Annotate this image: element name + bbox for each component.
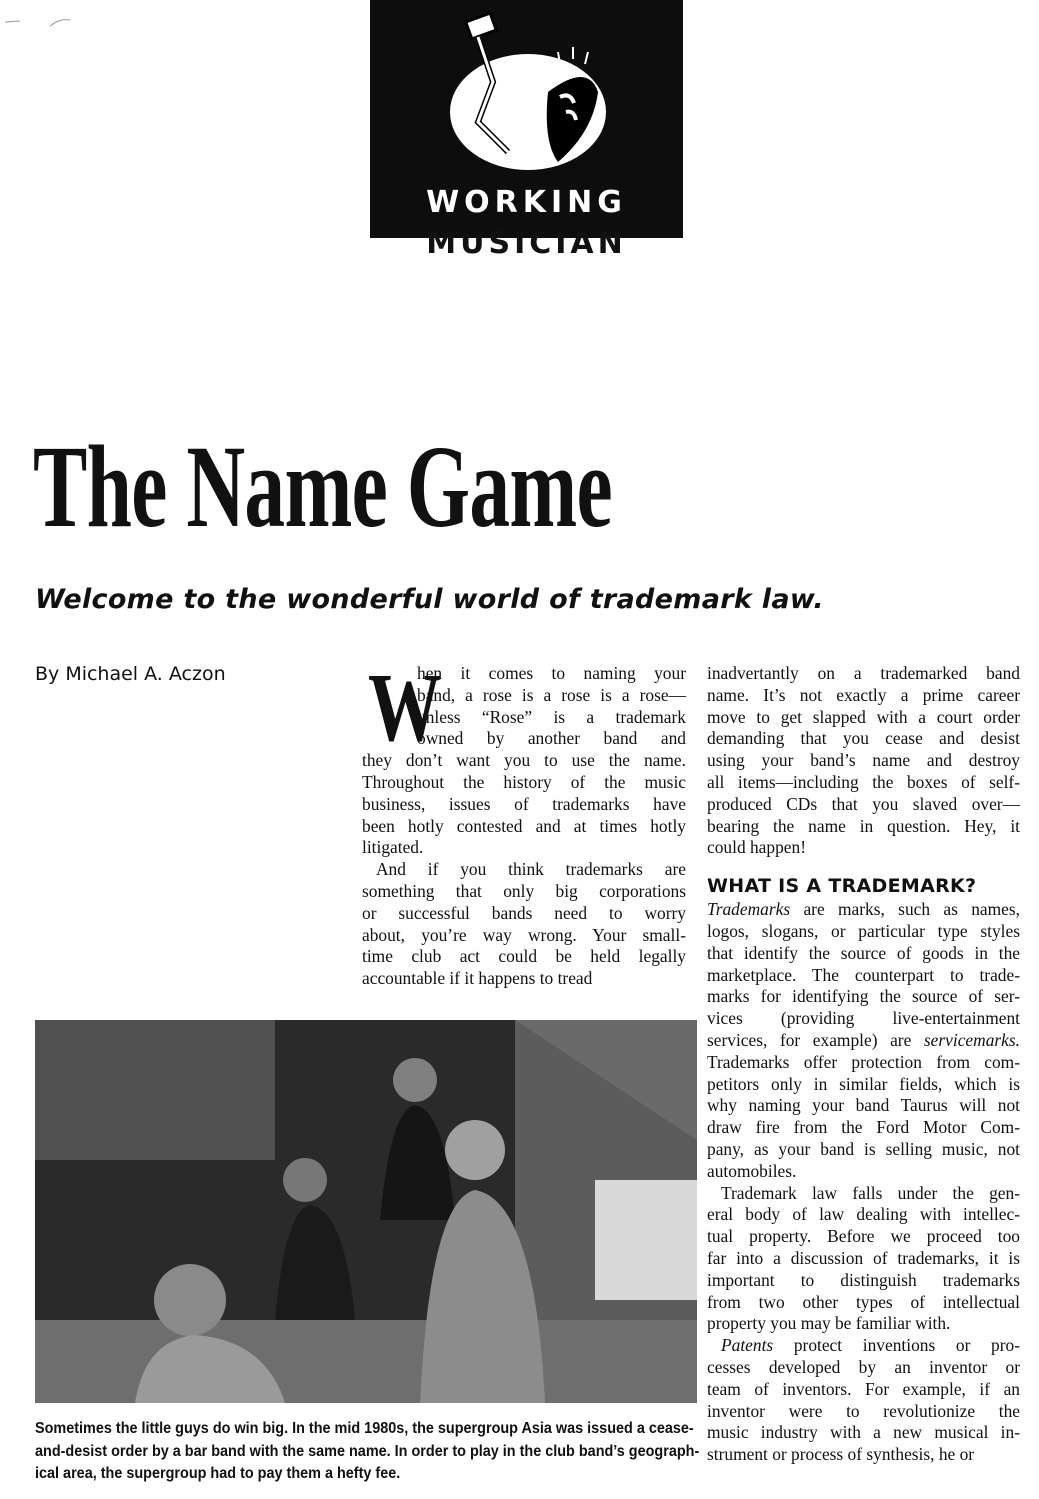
text-line: bearing the name in question. Hey, it — [707, 815, 1020, 836]
caption-line: ical area, the supergroup had to pay them a hefty fee. — [35, 1465, 401, 1482]
text-line: inventor were to revolutionize the — [707, 1400, 1020, 1421]
text-line: why naming your band Taurus will not — [707, 1095, 1020, 1116]
working-musician-logo — [370, 0, 683, 238]
article-title: The Name Game — [33, 421, 612, 552]
photo-caption — [35, 1418, 700, 1486]
column-2 — [362, 654, 686, 990]
text-line: logos, slogans, or particular type styles — [707, 920, 1020, 941]
text-line: about, you’re way wrong. Your small- — [362, 924, 686, 945]
text-line: name. It’s not exactly a prime career — [707, 684, 1020, 705]
text-line: demanding that you cease and desist — [707, 728, 1020, 749]
drop-cap: W — [368, 654, 442, 762]
text-line: team of inventors. For example, if an — [707, 1378, 1020, 1399]
text-line: draw fire from the Ford Motor Com- — [707, 1117, 1020, 1138]
text-line: unless “Rose” is a trademark — [417, 706, 686, 727]
text-line: something that only big corporations — [362, 880, 686, 901]
text-line: using your band’s name and destroy — [707, 750, 1020, 771]
text-line: far into a discussion of trademarks, it is — [707, 1247, 1020, 1268]
scan-mark — [0, 12, 90, 32]
text-line: inadvertantly on a trademarked band — [707, 663, 1020, 683]
text-line: strument or process of synthesis, he or — [707, 1444, 975, 1465]
text-line: Trademarks offer protection from com- — [707, 1051, 1020, 1072]
text-line: produced CDs that you slaved over— — [707, 793, 1020, 814]
text-line: Trademark law falls under the gen- — [721, 1182, 1020, 1203]
text-line: all items—including the boxes of self- — [707, 771, 1020, 792]
text-line: or successful bands need to worry — [362, 902, 686, 923]
text-line: marketplace. The counterpart to trade- — [707, 964, 1020, 985]
text-line: been hotly contested and at times hotly — [362, 815, 686, 836]
text-line: owned by another band and — [417, 728, 686, 749]
text-line: band, a rose is a rose is a rose— — [417, 684, 686, 705]
text-line: marks for identifying the source of ser- — [707, 986, 1020, 1007]
text-line: And if you think trademarks are — [376, 859, 686, 880]
caption-line: Sometimes the little guys do win big. In the mid 1980s, the supergroup Asia was issued a cease- — [35, 1420, 694, 1437]
text-line: property you may be familiar with. — [707, 1313, 951, 1334]
text-line: important to distinguish trademarks — [707, 1269, 1020, 1290]
byline: By Michael A. Aczon — [35, 663, 226, 685]
article-subtitle: Welcome to the wonderful world of trademark law. — [35, 584, 824, 615]
text-line: pany, as your band is selling music, not — [707, 1138, 1020, 1159]
text-line: vices (providing live-entertainment — [707, 1008, 1020, 1029]
text-line: that identify the source of goods in the — [707, 942, 1020, 963]
text-line: could happen! — [707, 837, 806, 858]
text-line: they don’t want you to use the name. — [362, 750, 686, 771]
text-line: Trademarks are marks, such as names, — [707, 899, 1020, 920]
text-line: Patents protect inventions or pro- — [721, 1335, 1020, 1356]
text-line: hen it comes to naming your — [417, 663, 686, 683]
logo-musician-text: MUSICIAN — [426, 226, 627, 260]
text-line: Throughout the history of the music — [362, 771, 686, 792]
text-line: from two other types of intellectual — [707, 1291, 1020, 1312]
text-line: tual property. Before we proceed too — [707, 1226, 1020, 1247]
text-line: eral body of law dealing with intellec- — [707, 1204, 1020, 1225]
hammer-and-guitar-icon — [448, 12, 608, 182]
band-photo — [35, 1020, 697, 1403]
text-line: services, for example) are servicemarks. — [707, 1029, 1020, 1050]
column-3 — [707, 663, 1020, 1466]
logo-working-text: WORKING — [426, 185, 627, 220]
text-line: time club act could be held legally — [362, 946, 686, 967]
section-heading: WHAT IS A TRADEMARK? — [707, 875, 977, 898]
text-line: move to get slapped with a court order — [707, 706, 1020, 727]
text-line: litigated. — [362, 837, 424, 858]
caption-line: and-desist order by a bar band with the same name. In order to play in the club band’s geograph- — [35, 1442, 700, 1460]
band-photo-image — [35, 1020, 697, 1403]
text-line: petitors only in similar fields, which is — [707, 1073, 1020, 1094]
text-line: accountable if it happens to tread — [362, 968, 593, 989]
text-line: business, issues of trademarks have — [362, 793, 686, 814]
text-line: automobiles. — [707, 1160, 797, 1181]
text-line: cesses developed by an inventor or — [707, 1356, 1020, 1377]
text-line: music industry with a new musical in- — [707, 1422, 1020, 1443]
